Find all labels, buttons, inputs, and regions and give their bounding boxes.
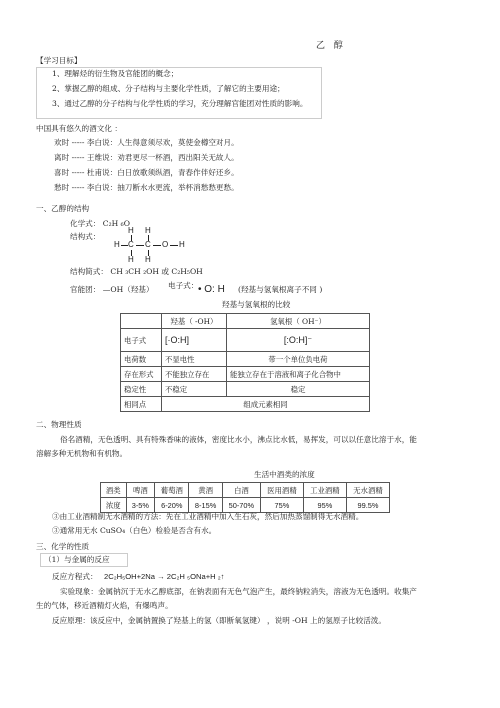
section-heading: 一、乙醇的结构 xyxy=(36,204,90,213)
paragraph-line: 实验现象：金属钠沉于无水乙醇底部，在钠表面有无色气泡产生，最终钠粒消失，溶液为无色透明。收集产 xyxy=(60,587,417,596)
table-header: 白酒 xyxy=(222,483,260,498)
page-title: 乙 醇 xyxy=(316,41,346,51)
poem-line: 离时 ----- 王维说：劝君更尽一杯酒，西出阳关无故人。 xyxy=(54,153,239,162)
atom-label: H xyxy=(145,255,151,264)
table-cell: 3-5% xyxy=(126,498,155,513)
table-cell: 不能独立存在 xyxy=(162,367,227,382)
table-header: 葡萄酒 xyxy=(155,483,189,498)
note-line: ③由工业酒精制无水酒精的方法：先在工业酒精中加入生石灰，然后加热蒸馏制得无水酒精。 xyxy=(52,512,364,521)
table-cell: [:O:H]⁻ xyxy=(227,329,370,352)
objectives-heading: 【学习目标】 xyxy=(36,56,82,65)
table-header: 酒类 xyxy=(101,483,127,498)
paragraph-line: 反应原理：该反应中，金属钠置换了羟基上的氢（即断氧氢键） ，说明 -OH 上的氢原子比较活泼。 xyxy=(52,616,386,625)
simple-formula: 结构简式： CH ₃CH ₂OH 或 C₂H₅OH xyxy=(70,267,203,276)
structural-formula xyxy=(108,226,198,266)
objective-item: 3、通过乙醇的分子结构与化学性质的学习，充分理解官能团对性质的影响。 xyxy=(52,99,308,108)
atom-label: O xyxy=(162,240,169,249)
subheading: （1）与金属的反应 xyxy=(44,555,110,564)
atom-label: H xyxy=(179,240,185,249)
table-cell: 浓度 xyxy=(101,498,127,513)
paragraph-line: 溶解多种无机物和有机物。 xyxy=(36,449,128,458)
atom-label: H xyxy=(114,240,120,249)
table-header: 啤酒 xyxy=(126,483,155,498)
functional-group: 官能团： —OH（羟基） xyxy=(70,285,154,294)
table-cell: 稳定 xyxy=(227,382,370,397)
electronic-label: 电子式： xyxy=(168,281,199,290)
atom-label: H xyxy=(145,226,151,235)
paragraph-line: 生的气体，移近酒精灯火焰，有爆鸣声。 xyxy=(36,601,173,610)
table-cell: 95% xyxy=(303,498,346,513)
table-cell: [·O:H] xyxy=(162,329,227,352)
section-heading: 二、物理性质 xyxy=(36,420,82,429)
equation-label: 反应方程式： xyxy=(52,572,98,581)
poem-line: 喜时 ----- 杜甫说：白日放歌须纵酒，青春作伴好还乡。 xyxy=(54,168,239,177)
table-cell: 电荷数 xyxy=(121,352,162,367)
chemical-formula: 化学式： C₂H ₆O xyxy=(70,219,130,228)
table-cell: 能独立存在于溶液和离子化合物中 xyxy=(227,367,370,382)
table-cell: 相同点 xyxy=(121,397,162,412)
table-header: 医用酒精 xyxy=(260,483,303,498)
table-caption: 生活中酒类的浓度 xyxy=(254,470,315,479)
table-cell: 75% xyxy=(260,498,303,513)
structural-label: 结构式： xyxy=(70,232,101,241)
poem-line: 愁时 ----- 李白说：抽刀断水水更流，举杯消愁愁更愁。 xyxy=(54,183,239,192)
table-cell: 不稳定 xyxy=(162,382,227,397)
table-cell: 组成元素相同 xyxy=(162,397,370,412)
objective-item: 1、理解烃的衍生物及官能团的概念； xyxy=(52,69,179,78)
table-cell: 50-70% xyxy=(222,498,260,513)
poem-line: 欢时 ----- 李白说：人生得意须尽欢，莫使金樽空对月。 xyxy=(54,138,239,147)
atom-label: C xyxy=(128,240,134,249)
note-line: ③通常用无水 CuSO₄（白色）检验是否含有水。 xyxy=(52,526,217,535)
compare-note: (羟基与氢氧根离子不同 ) xyxy=(238,285,323,294)
equation: 2C₂H₅OH+2Na → 2C₂H ₅ONa+H ₂↑ xyxy=(104,572,225,581)
table-cell: 稳定性 xyxy=(121,382,162,397)
atom-label: H xyxy=(128,255,134,264)
alcohol-table xyxy=(100,482,390,513)
table-cell: 存在形式 xyxy=(121,367,162,382)
table-header: 无水酒精 xyxy=(346,483,389,498)
culture-heading: 中国具有悠久的酒文化 ： xyxy=(36,124,122,133)
table-caption: 羟基与氢氧根的比较 xyxy=(222,300,291,309)
table-cell: 不显电性 xyxy=(162,352,227,367)
atom-label: C xyxy=(145,240,151,249)
table-header: 黄酒 xyxy=(189,483,222,498)
objective-item: 2、掌握乙醇的组成、分子结构与主要化学性质，了解它的主要用途； xyxy=(52,84,285,93)
table-cell xyxy=(121,314,162,329)
comparison-table xyxy=(120,313,370,412)
table-header: 氢氧根（ OH⁻） xyxy=(227,314,370,329)
table-cell: 电子式 xyxy=(121,329,162,352)
table-cell: 8-15% xyxy=(189,498,222,513)
paragraph-line: 俗名酒精，无色透明、具有特殊香味的液体，密度比水小，沸点比水低，易挥发，可以以任意比溶于水，能 xyxy=(60,435,417,444)
table-header: 羟基（ -OH） xyxy=(162,314,227,329)
table-header: 工业酒精 xyxy=(303,483,346,498)
electronic-formula: • O: H xyxy=(198,284,225,295)
section-heading: 三、化学的性质 xyxy=(36,542,90,551)
atom-label: H xyxy=(128,226,134,235)
table-cell: 6-20% xyxy=(155,498,189,513)
table-cell: 带一个单位负电荷 xyxy=(227,352,370,367)
table-cell: 99.5% xyxy=(346,498,389,513)
